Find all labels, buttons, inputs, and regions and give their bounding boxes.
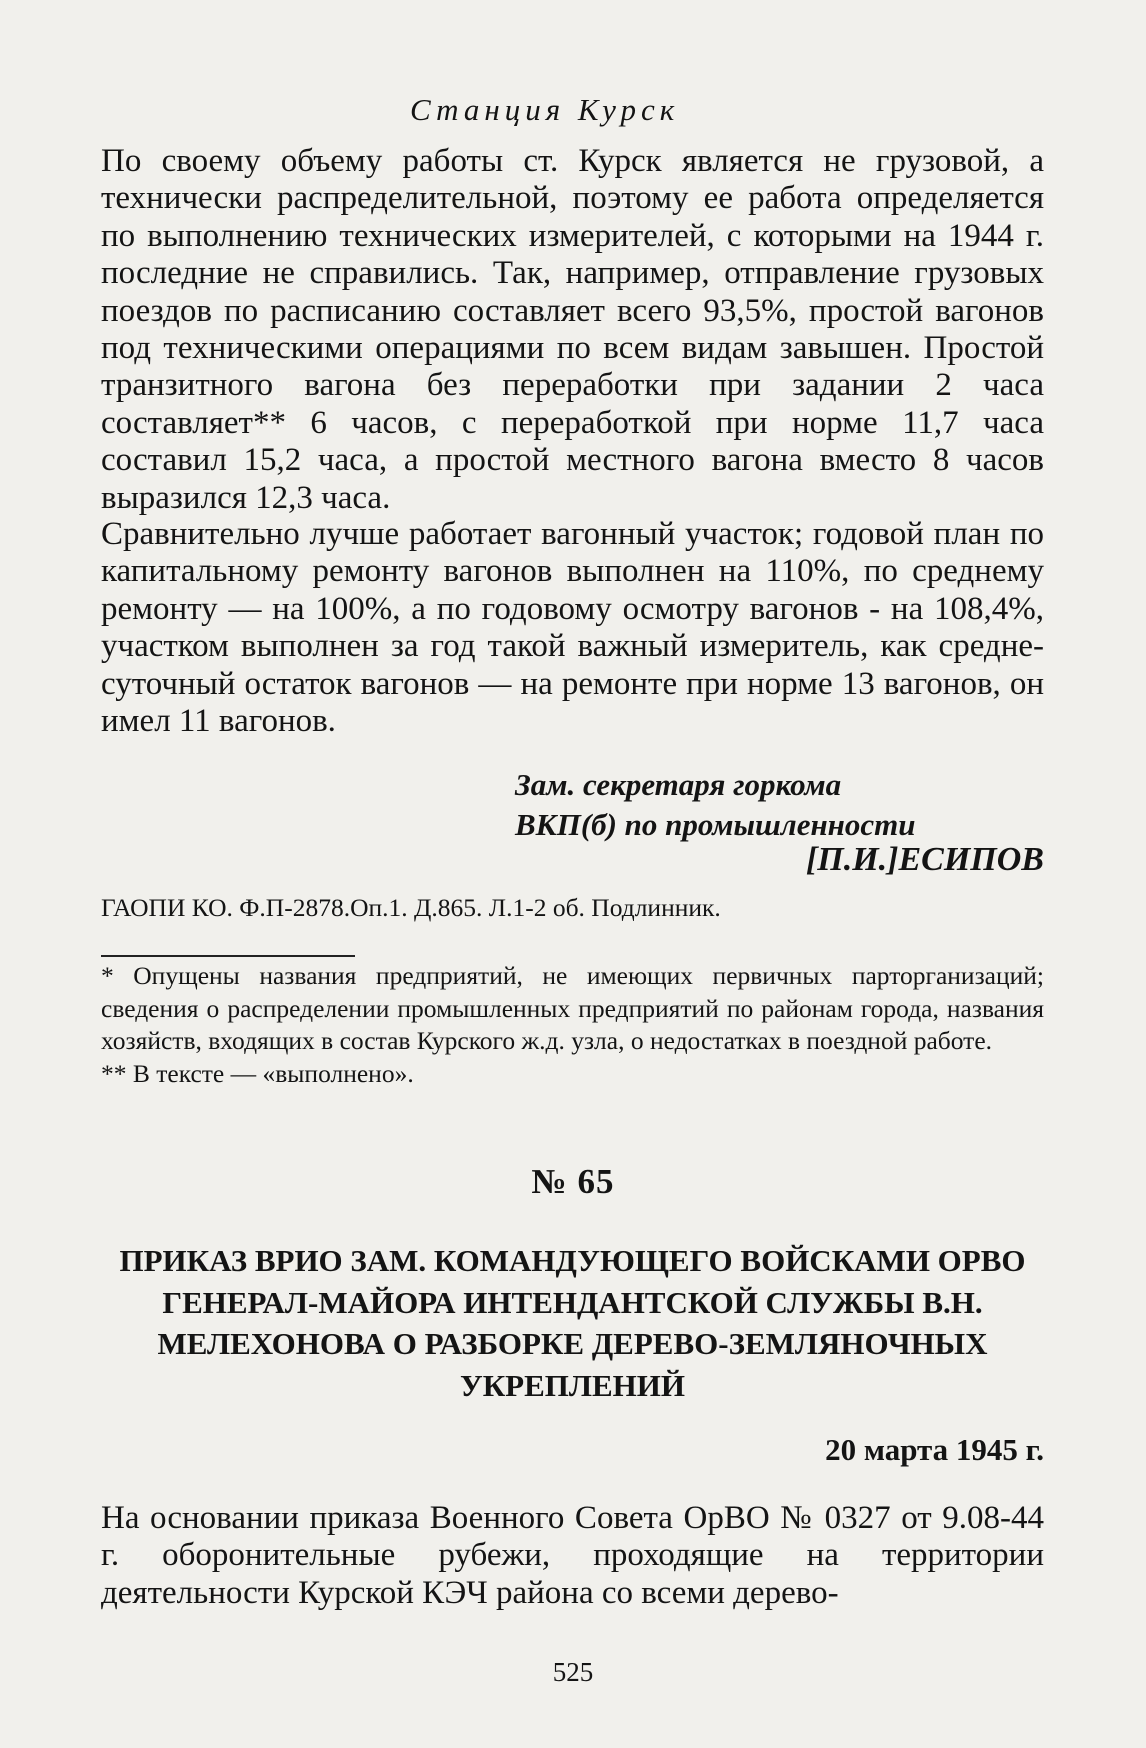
document-date: 20 марта 1945 г. [825, 1432, 1044, 1467]
footnote-2: ** В тексте — «выполнено». [101, 1058, 414, 1088]
document-number: № 65 [531, 1162, 615, 1201]
paragraph-order-opening: На основании приказа Военного Совета ОрВО № 0327 от 9.08-44 г. оборонительные рубежи, проходящие на территории деятельности Курской КЭЧ района со всеми дерево- [101, 1500, 1044, 1611]
page-number: 525 [552, 1657, 594, 1687]
archive-source-note: ГАОПИ КО. Ф.П-2878.Оп.1. Д.865. Л.1-2 об. Подлинник. [101, 893, 721, 922]
paragraph-wagon-section: Сравнительно лучше работает вагонный участок; годовой план по капитальному ремонту вагонов выполнен на 110%, по среднему ремонту — на 100%, а по годовому осмотру вагонов - на 108,4%, участком выполнен за год такой важный измеритель, как средне-суточный остаток вагонов — на ремонте при норме 13 вагонов, он имел 11 вагонов. [101, 516, 1044, 740]
signature-title-line2: ВКП(б) по промышленности [515, 807, 916, 842]
footnote-1: * Опущены названия предприятий, не имеющих первичных парторганизаций; сведения о распределении промышленных предприятий по районам города, названия хозяйств, входящих в состав Курского ж.д. узла, о недостатках в поездной работе. [101, 961, 1044, 1056]
signature-name: [П.И.]ЕСИПОВ [805, 841, 1044, 878]
document-title: ПРИКАЗ ВРИО ЗАМ. КОМАНДУЮЩЕГО ВОЙСКАМИ ОРВО ГЕНЕРАЛ-МАЙОРА ИНТЕНДАНТСКОЙ СЛУЖБЫ В.Н. МЕЛЕХОНОВА О РАЗБОРКЕ ДЕРЕВО-ЗЕМЛЯНОЧНЫХ УКРЕПЛЕНИЙ [119, 1243, 1026, 1403]
section-heading: Станция Курск [410, 92, 680, 127]
signature-title-line1: Зам. секретаря горкома [515, 767, 842, 802]
footnotes [101, 960, 1044, 1090]
paragraph-station-work: По своему объему работы ст. Курск является не грузовой, а технически распределительной, поэтому ее работа определяется по выполнению технических измерителей, с которыми на 1944 г. последние не справились. Так, например, отправление грузовых поездов по расписанию составляет всего 93,5%, простой вагонов под техническими операциями по всем видам завышен. Простой транзитного вагона без переработки при задании 2 часа составляет** 6 часов, с переработкой при норме 11,7 часа составил 15,2 часа, а простой местного вагона вместо 8 часов выразился 12,3 часа. [101, 143, 1044, 516]
footnote-divider [101, 955, 355, 957]
